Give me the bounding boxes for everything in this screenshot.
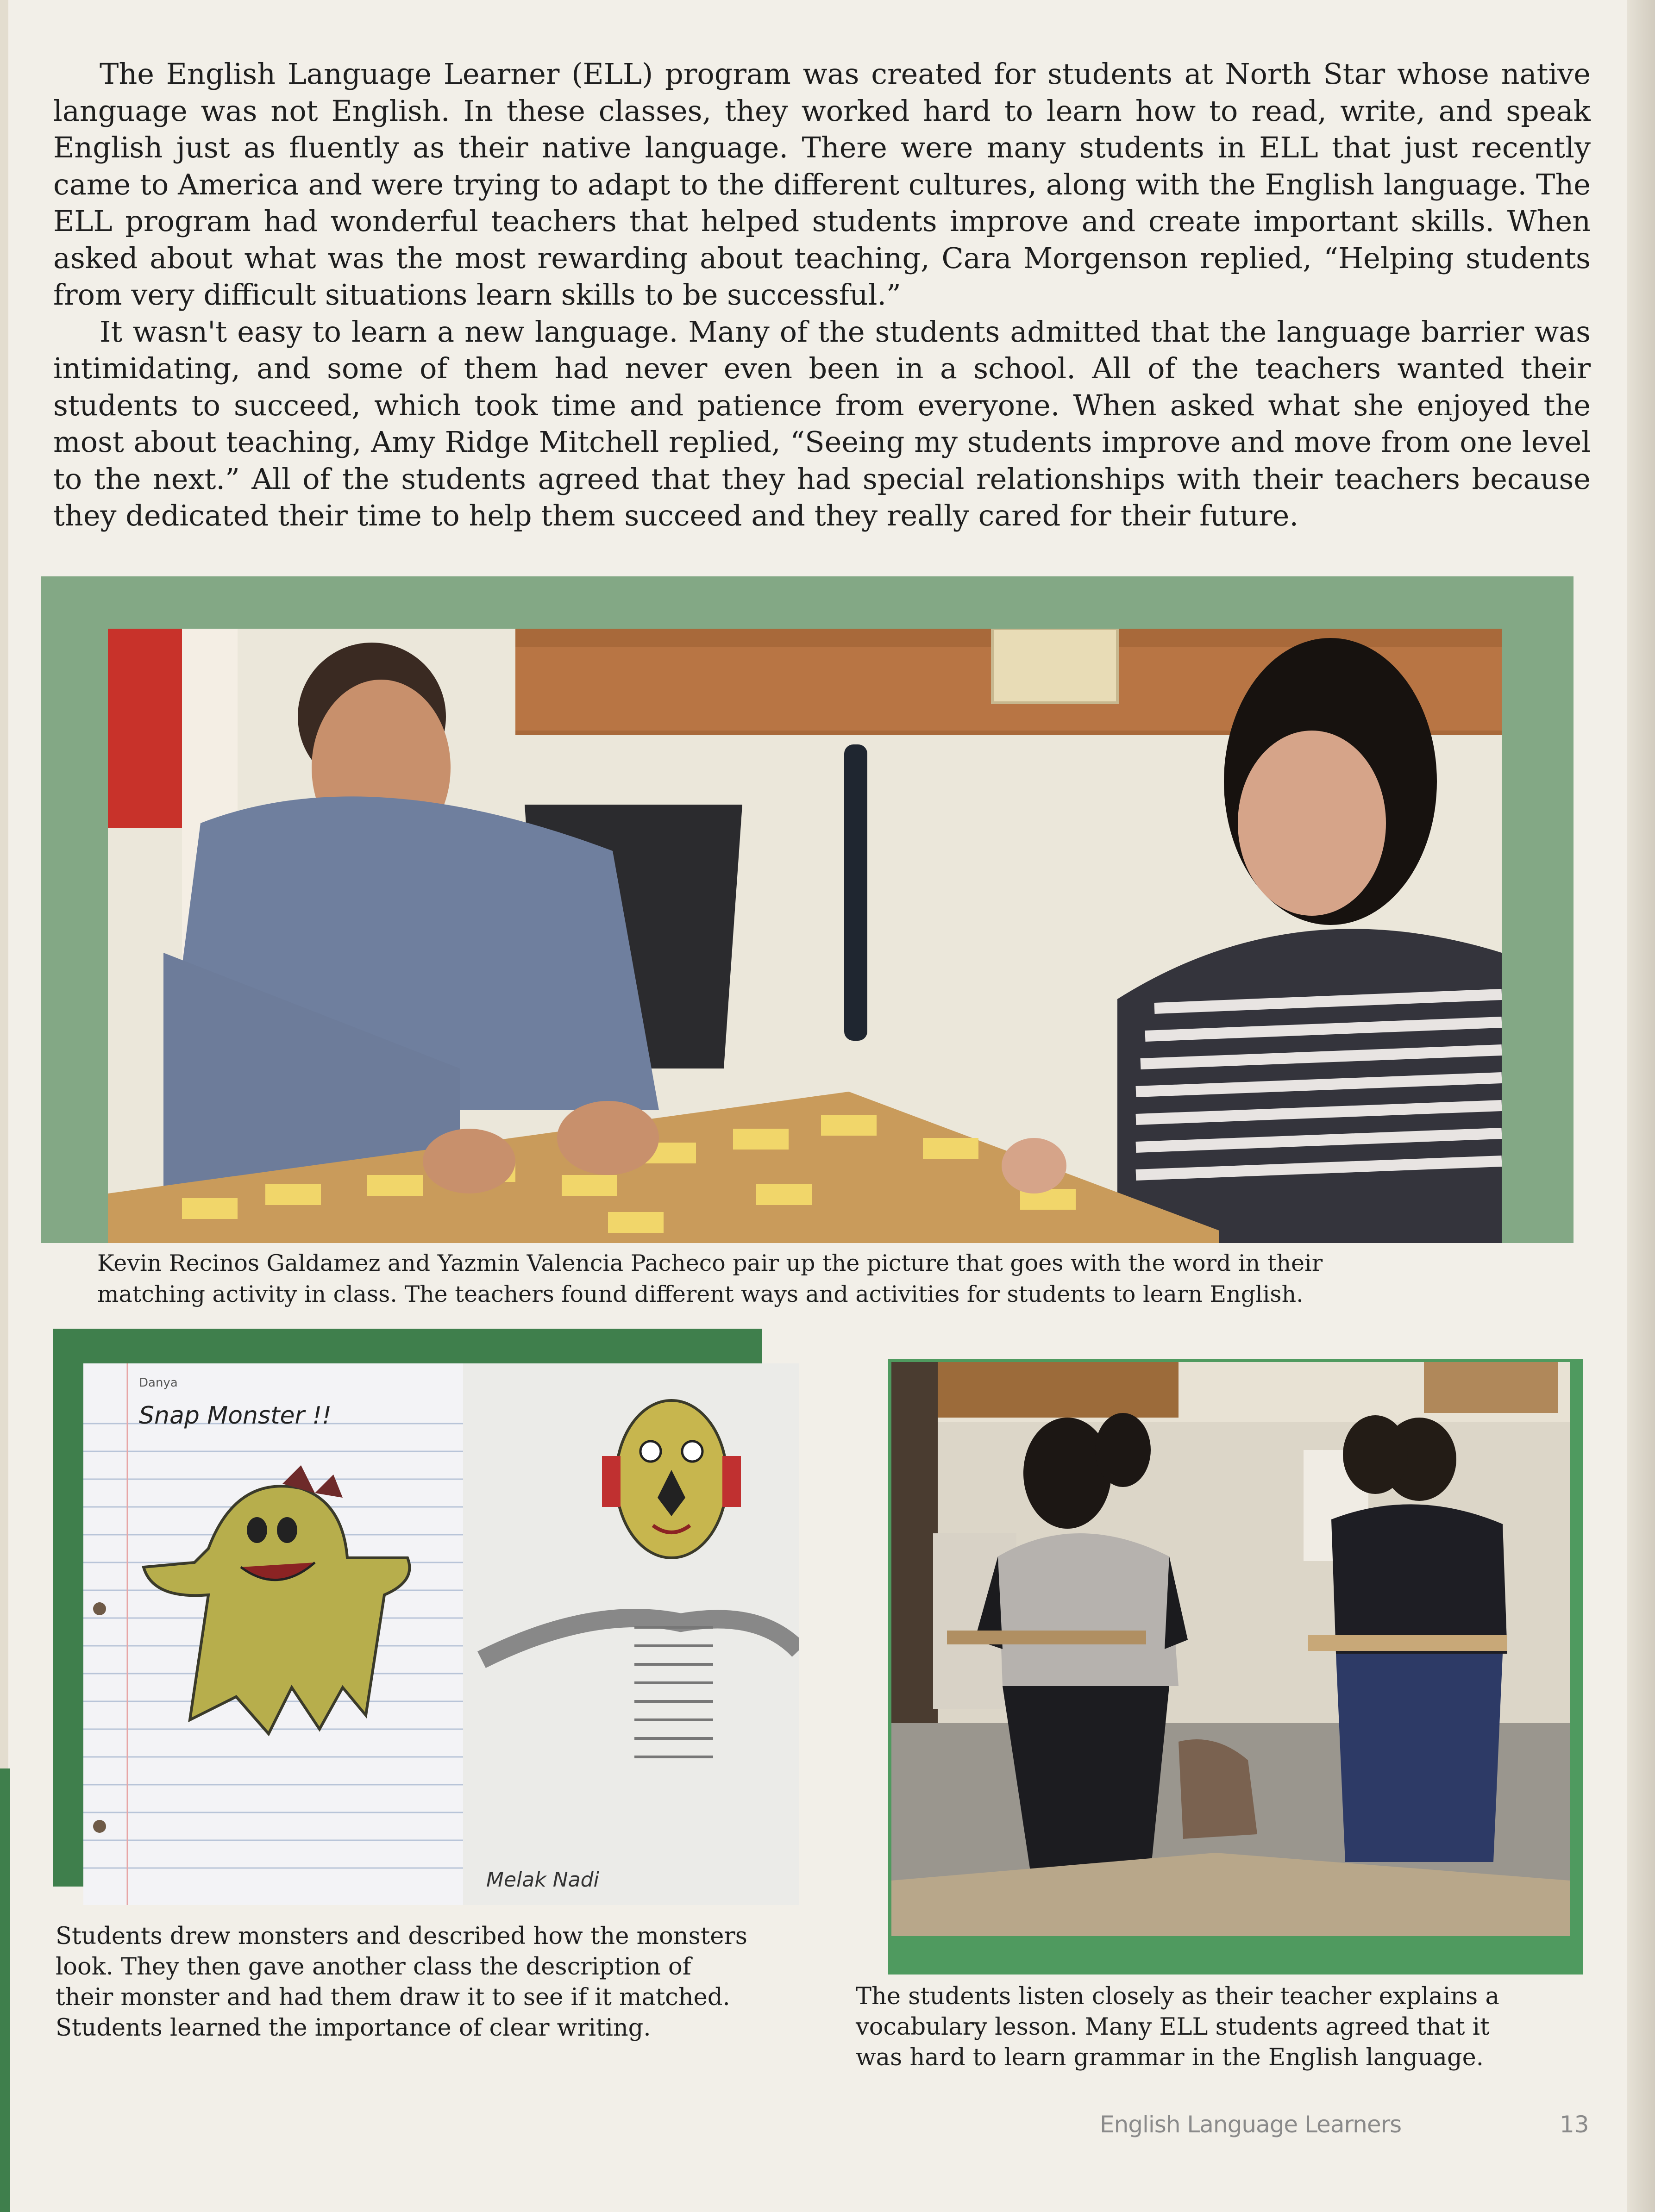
caption-line: Students drew monsters and described how the monsters <box>56 1923 747 1950</box>
top-photo-caption <box>97 1248 1556 1310</box>
color-strip <box>0 1768 10 2212</box>
classroom-photo-caption <box>856 1981 1578 2073</box>
drawing-title-text: Snap Monster !! <box>139 1402 332 1430</box>
caption-line: The students listen closely as their teacher explains a <box>856 1983 1499 2010</box>
caption-line: vocabulary lesson. Many ELL students agreed that it <box>856 2013 1490 2041</box>
article-paragraph-2: It wasn't easy to learn a new language. Many of the students admitted that the language barrier was intimidating, and some of them had never even been in a school. All of the teachers wanted their students to succeed, which took time and patience from everyone. When asked what she enjoyed the most about teaching, Amy Ridge Mitchell replied, “Seeing my students improve and move from one level to the next.” All of the students agreed that they had special relationships with their teachers because they dedicated their time to help them succeed and they really cared for their future. <box>53 314 1591 532</box>
section-footer: English Language Learners <box>1100 2111 1402 2138</box>
monster-photo-caption <box>56 1921 796 2043</box>
caption-line: Kevin Recinos Galdamez and Yazmin Valencia Pacheco pair up the picture that goes with the word in their <box>97 1250 1323 1276</box>
caption-line: Students learned the importance of clear writing. <box>56 2014 651 2042</box>
caption-line: look. They then gave another class the description of <box>56 1953 691 1981</box>
classroom-photo <box>891 1362 1570 1936</box>
article-body <box>53 56 1591 534</box>
article-paragraph-1: The English Language Learner (ELL) program was created for students at North Star whose native language was not English. In these classes, they worked hard to learn how to read, write, and speak English just as fluently as their native language. There were many students in ELL that just recently came to America and were trying to adapt to the different cultures, along with the English language. The ELL program had wonderful teachers that helped students improve and create important skills. When asked about what was the most rewarding about teaching, Cara Morgenson replied, “Helping students from very difficult situations learn skills to be successful.” <box>53 57 1591 312</box>
name-tag-text: Danya <box>139 1376 178 1390</box>
students-matching-photo <box>108 629 1502 1243</box>
caption-line: was hard to learn grammar in the English language. <box>856 2044 1484 2071</box>
caption-line: matching activity in class. The teachers found different ways and activities for students to learn English. <box>97 1281 1304 1307</box>
page-fold-shadow <box>1627 0 1655 2212</box>
page-number: 13 <box>1560 2111 1589 2138</box>
signature-text: Melak Nadi <box>486 1868 599 1892</box>
monster-drawings-photo <box>83 1363 799 1905</box>
caption-line: their monster and had them draw it to see if it matched. <box>56 1984 730 2011</box>
